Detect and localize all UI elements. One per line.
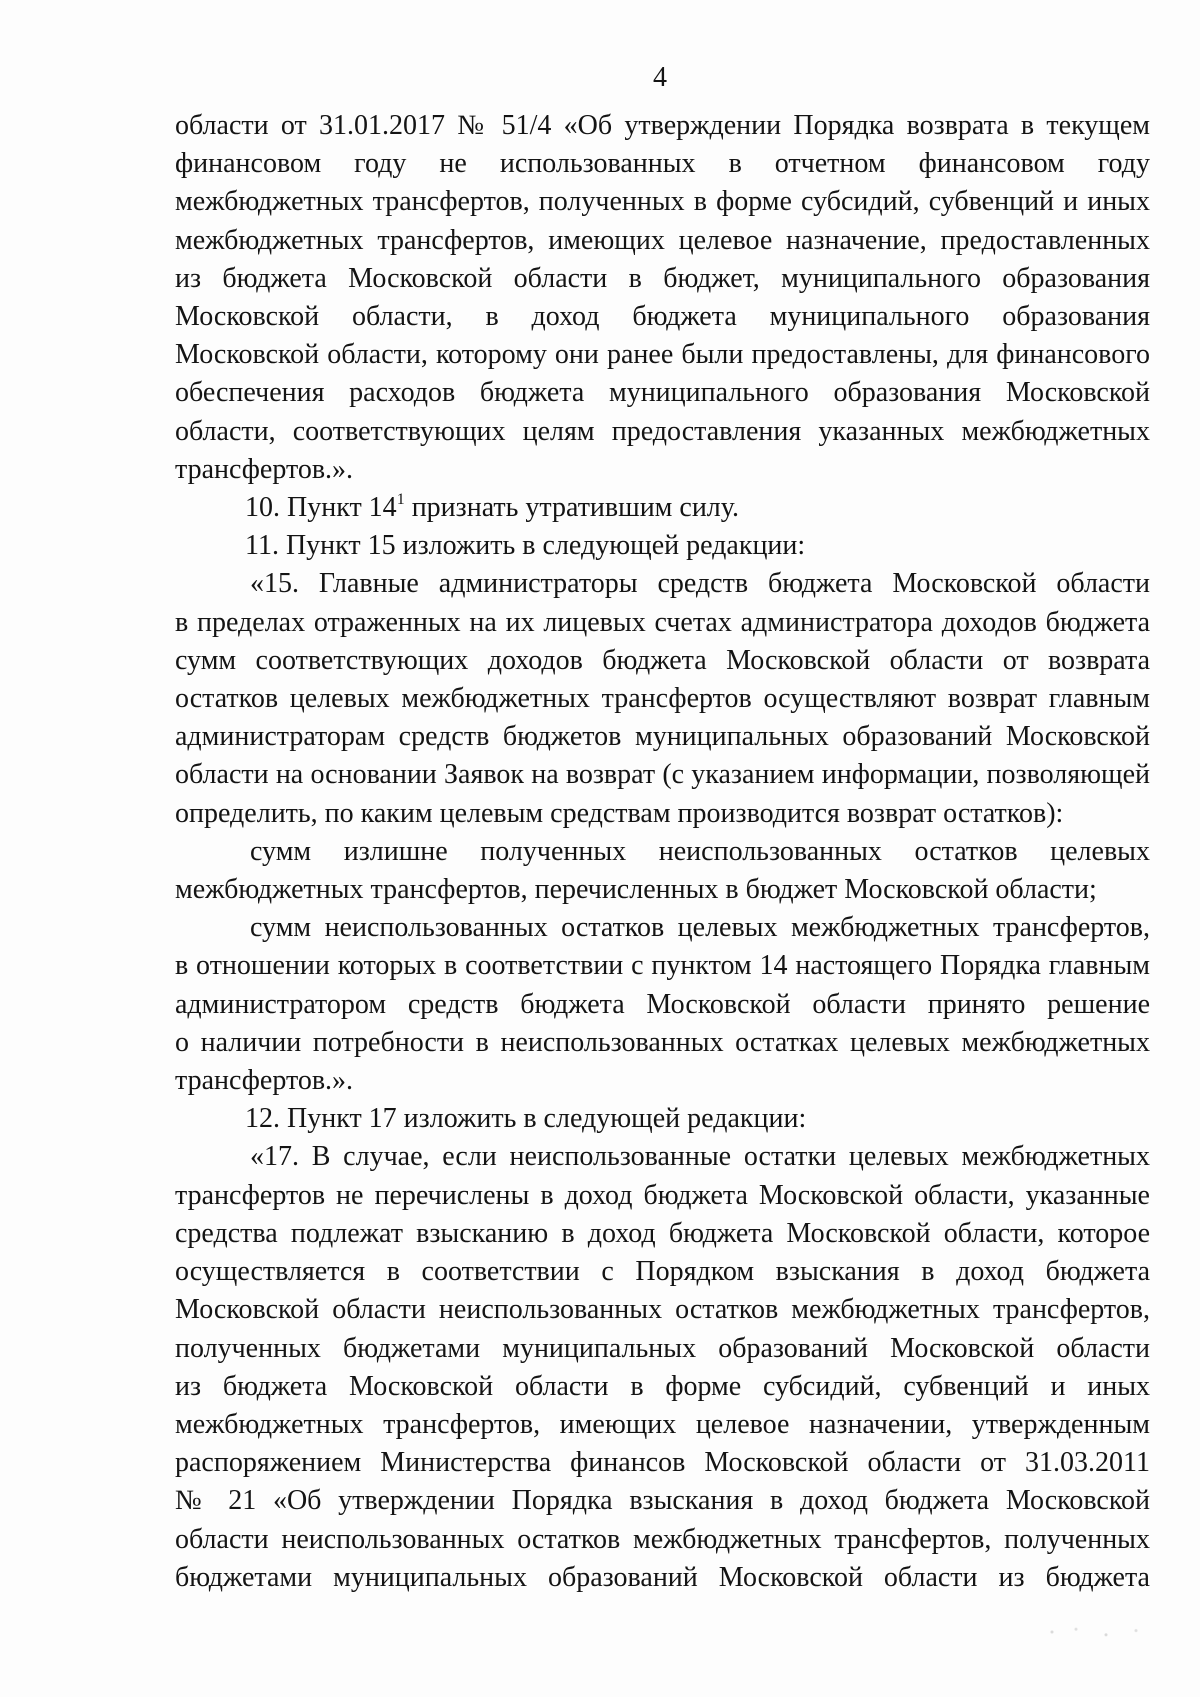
scan-artifact [1040, 1625, 1160, 1639]
text-line: финансовом году не использованных в отчетном финансовом году [175, 148, 1150, 180]
text-line: распоряжением Министерства финансов Московской области от 31.03.2011 [175, 1447, 1150, 1479]
item-10-text: 10. Пункт 14 [245, 492, 397, 524]
text-line: из бюджета Московской области в форме субсидий, субвенций и иных [175, 1370, 1150, 1402]
text-line: администраторам средств бюджетов муниципальных образований Московской [175, 721, 1150, 753]
text-line: трансфертов.». [175, 1065, 354, 1097]
item-12-heading: 12. Пункт 17 изложить в следующей редакции: [245, 1103, 807, 1135]
text-line: в отношении которых в соответствии с пунктом 14 настоящего Порядка главным [175, 950, 1150, 982]
text-line: сумм соответствующих доходов бюджета Московской области от возврата [175, 644, 1150, 676]
text-line: в пределах отраженных на их лицевых счетах администратора доходов бюджета [175, 606, 1150, 638]
text-line: межбюджетных трансфертов, имеющих целевое назначение, предоставленных [175, 224, 1150, 256]
text-line: Московской области, в доход бюджета муниципального образования [175, 301, 1150, 333]
text-line: администратором средств бюджета Московской области принято решение [175, 988, 1150, 1020]
text-line: определить, по каким целевым средствам производится возврат остатков): [175, 797, 1064, 829]
text-line: области, соответствующих целям предоставления указанных межбюджетных [175, 415, 1150, 447]
text-line: № 21 «Об утверждении Порядка взыскания в доход бюджета Московской [175, 1485, 1150, 1517]
text-line: «17. В случае, если неиспользованные остатки целевых межбюджетных [250, 1141, 1150, 1173]
text-line: сумм неиспользованных остатков целевых межбюджетных трансфертов, [250, 912, 1150, 944]
text-line: трансфертов.». [175, 453, 354, 485]
text-line: области от 31.01.2017 № 51/4 «Об утверждении Порядка возврата в текущем [175, 110, 1150, 141]
text-line: остатков целевых межбюджетных трансфертов осуществляют возврат главным [175, 683, 1150, 715]
text-line: области на основании Заявок на возврат (с указанием информации, позволяющей [175, 759, 1150, 791]
item-10-superscript: 1 [396, 491, 405, 509]
text-line: межбюджетных трансфертов, имеющих целевое назначении, утвержденным [175, 1408, 1150, 1440]
item-10 [175, 489, 1150, 527]
text-line: «15. Главные администраторы средств бюджета Московской области [250, 568, 1150, 600]
text-line: Московской области неиспользованных остатков межбюджетных трансфертов, [175, 1294, 1150, 1326]
item-10-text-end: признать утратившим силу. [404, 492, 739, 524]
text-line: трансфертов не перечислены в доход бюджета Московской области, указанные [175, 1179, 1150, 1211]
text-line: полученных бюджетами муниципальных образований Московской области [175, 1332, 1150, 1364]
text-line: обеспечения расходов бюджета муниципального образования Московской [175, 377, 1150, 409]
text-line: средства подлежат взысканию в доход бюджета Московской области, которое [175, 1217, 1150, 1249]
text-line: сумм излишне полученных неиспользованных остатков целевых [250, 835, 1150, 867]
text-line: осуществляется в соответствии с Порядком взыскания в доход бюджета [175, 1256, 1150, 1288]
item-11-heading: 11. Пункт 15 изложить в следующей редакции: [245, 530, 806, 562]
text-line: межбюджетных трансфертов, полученных в форме субсидий, субвенций и иных [175, 186, 1150, 218]
text-line: из бюджета Московской области в бюджет, муниципального образования [175, 262, 1150, 294]
text-line: межбюджетных трансфертов, перечисленных в бюджет Московской области; [175, 874, 1097, 906]
text-line: Московской области, которому они ранее были предоставлены, для финансового [175, 339, 1150, 371]
text-line: области неиспользованных остатков межбюджетных трансфертов, полученных [175, 1523, 1150, 1555]
text-line: бюджетами муниципальных образований Московской области из бюджета [175, 1561, 1150, 1593]
page-number: 4 [653, 62, 667, 93]
text-line: о наличии потребности в неиспользованных остатках целевых межбюджетных [175, 1026, 1150, 1058]
document-body [175, 107, 1150, 1597]
